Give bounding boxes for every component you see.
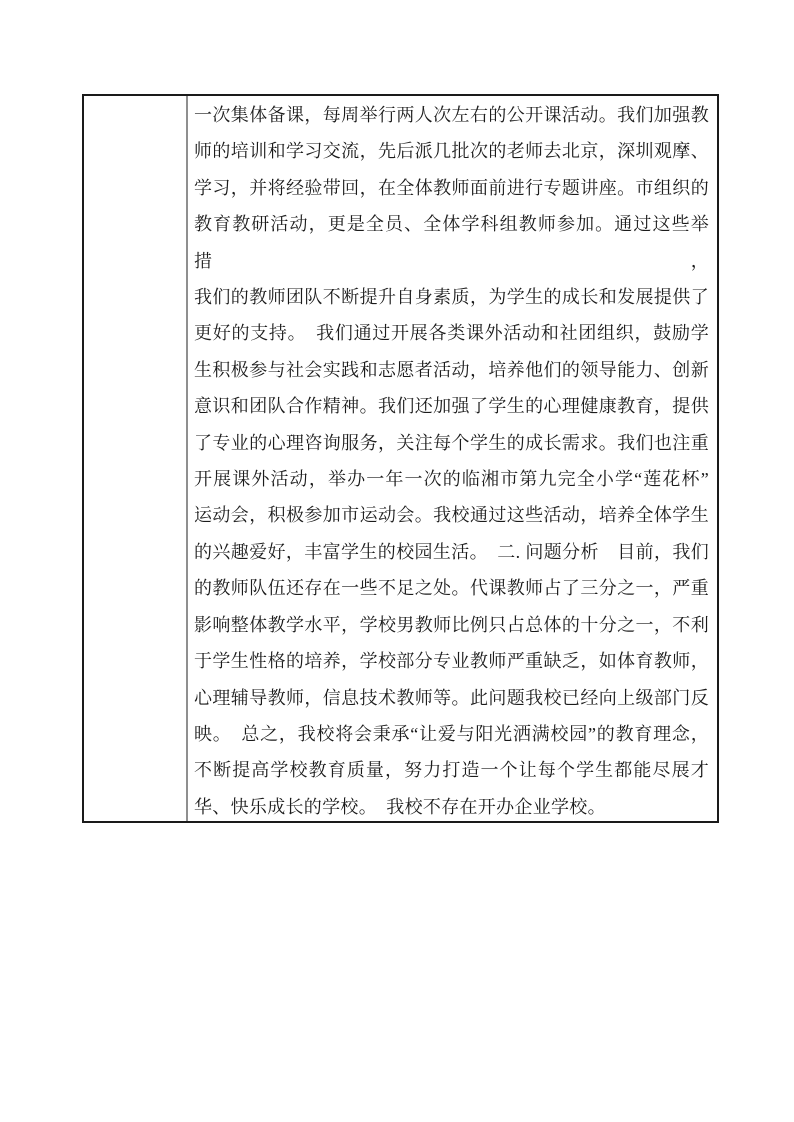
table-right-cell bbox=[188, 96, 717, 821]
text-line: 心理辅导教师，信息技术教师等。此问题我校已经向上级部门反 bbox=[194, 687, 709, 708]
text-line: 学习，并将经验带回，在全体教师面前进行专题讲座。市组织的 bbox=[194, 177, 709, 198]
text-line: 不断提高学校教育质量，努力打造一个让每个学生都能尽展才 bbox=[194, 760, 709, 781]
text-line: 师的培训和学习交流，先后派几批次的老师去北京，深圳观摩、 bbox=[194, 141, 709, 162]
text-line: 映。 总之，我校将会秉承“让爱与阳光洒满校园”的教育理念， bbox=[194, 723, 709, 744]
content-table bbox=[82, 94, 719, 823]
text-line: 影响整体教学水平，学校男教师比例只占总体的十分之一，不利 bbox=[194, 614, 709, 635]
text-line: 生积极参与社会实践和志愿者活动，培养他们的领导能力、创新 bbox=[194, 359, 709, 380]
text-line: 我们的教师团队不断提升自身素质，为学生的成长和发展提供了 bbox=[194, 287, 709, 308]
text-line: 运动会，积极参加市运动会。我校通过这些活动，培养全体学生 bbox=[194, 505, 709, 526]
text-line: 意识和团队合作精神。我们还加强了学生的心理健康教育，提供 bbox=[194, 396, 709, 417]
text-line: 教育教研活动，更是全员、全体学科组教师参加。通过这些举措， bbox=[194, 214, 709, 271]
text-line: 了专业的心理咨询服务，关注每个学生的成长需求。我们也注重 bbox=[194, 432, 709, 453]
text-line: 的教师队伍还存在一些不足之处。代课教师占了三分之一，严重 bbox=[194, 578, 709, 599]
text-line: 开展课外活动，举办一年一次的临湘市第九完全小学“莲花杯” bbox=[194, 469, 709, 490]
table-left-cell bbox=[84, 96, 188, 821]
text-line: 一次集体备课，每周举行两人次左右的公开课活动。我们加强教 bbox=[194, 105, 709, 125]
text-line: 华、快乐成长的学校。 我校不存在开办企业学校。 bbox=[194, 796, 606, 817]
text-line: 更好的支持。 我们通过开展各类课外活动和社团组织，鼓励学 bbox=[194, 323, 709, 344]
text-line: 的兴趣爱好，丰富学生的校园生活。 二. 问题分析 目前，我们 bbox=[194, 541, 709, 562]
text-line: 于学生性格的培养，学校部分专业教师严重缺乏，如体育教师， bbox=[194, 651, 709, 672]
